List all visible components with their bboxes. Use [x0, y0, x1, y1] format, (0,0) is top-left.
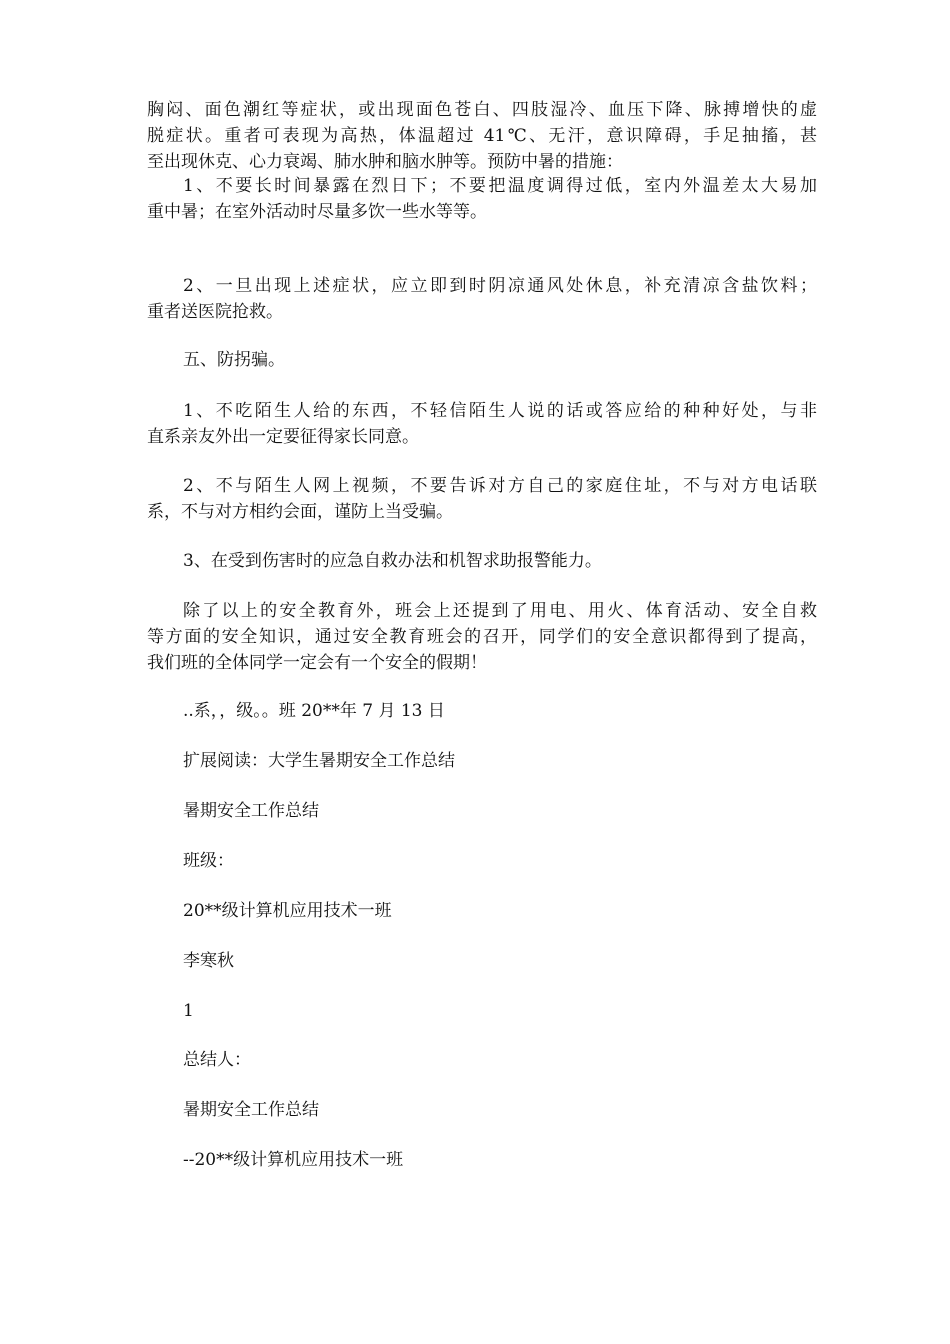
summarizer-label: 总结人： [183, 1050, 251, 1070]
text-line: 2、不与陌生人网上视频，不要告诉对方自己的家庭住址，不与对方电话联 [183, 476, 817, 496]
text-line: 脱症状。重者可表现为高热，体温超过 41℃、无汗，意识障碍，手足抽搐，甚 [147, 126, 817, 146]
text-line: 2、一旦出现上述症状，应立即到时阴凉通风处休息，补充清凉含盐饮料； [183, 276, 817, 296]
paragraph-conclusion [147, 598, 817, 676]
text-line: 除了以上的安全教育外，班会上还提到了用电、用火、体育活动、安全自救 [183, 601, 817, 621]
paragraph-anti-abduction-2 [147, 473, 817, 525]
text-line: 至出现休克、心力衰竭、肺水肿和脑水肿等。预防中暑的措施： [147, 152, 623, 172]
text-line: 1、不吃陌生人给的东西，不轻信陌生人说的话或答应给的种种好处，与非 [183, 401, 817, 421]
paragraph-anti-abduction-3: 3、在受到伤害时的应急自救办法和机智求助报警能力。 [183, 551, 602, 571]
text-line: 重中暑；在室外活动时尽量多饮一些水等等。 [147, 202, 487, 222]
paragraph-heatstroke-symptoms [147, 97, 817, 175]
class-label: 班级： [183, 851, 234, 871]
text-line: 胸闷、面色潮红等症状，或出现面色苍白、四肢湿冷、血压下降、脉搏增快的虚 [147, 100, 817, 120]
text-line: 我们班的全体同学一定会有一个安全的假期！ [147, 653, 487, 673]
paragraph-anti-abduction-1 [147, 398, 817, 450]
class-name: 20**级计算机应用技术一班 [183, 901, 392, 921]
text-line: 1、不要长时间暴露在烈日下；不要把温度调得过低，室内外温差太大易加 [183, 176, 817, 196]
section-heading-anti-abduction: 五、防拐骗。 [183, 350, 285, 370]
paragraph-heatstroke-measure-2 [147, 273, 817, 325]
date-line: ..系，，级。。班 20**年 7 月 13 日 [183, 701, 445, 721]
text-line: 重者送医院抢救。 [147, 302, 283, 322]
text-line: 直系亲友外出一定要征得家长同意。 [147, 427, 419, 447]
page-number: 1 [183, 1001, 194, 1021]
summary-title-repeat: 暑期安全工作总结 [183, 1100, 319, 1120]
text-line: 系，不与对方相约会面，谨防上当受骗。 [147, 502, 453, 522]
extended-reading-line: 扩展阅读：大学生暑期安全工作总结 [183, 751, 455, 771]
author-name: 李寒秋 [183, 951, 234, 971]
class-signature: --20**级计算机应用技术一班 [183, 1150, 404, 1170]
summary-title: 暑期安全工作总结 [183, 801, 319, 821]
text-line: 等方面的安全知识，通过安全教育班会的召开，同学们的安全意识都得到了提高， [147, 627, 817, 647]
paragraph-heatstroke-measure-1 [147, 173, 817, 225]
